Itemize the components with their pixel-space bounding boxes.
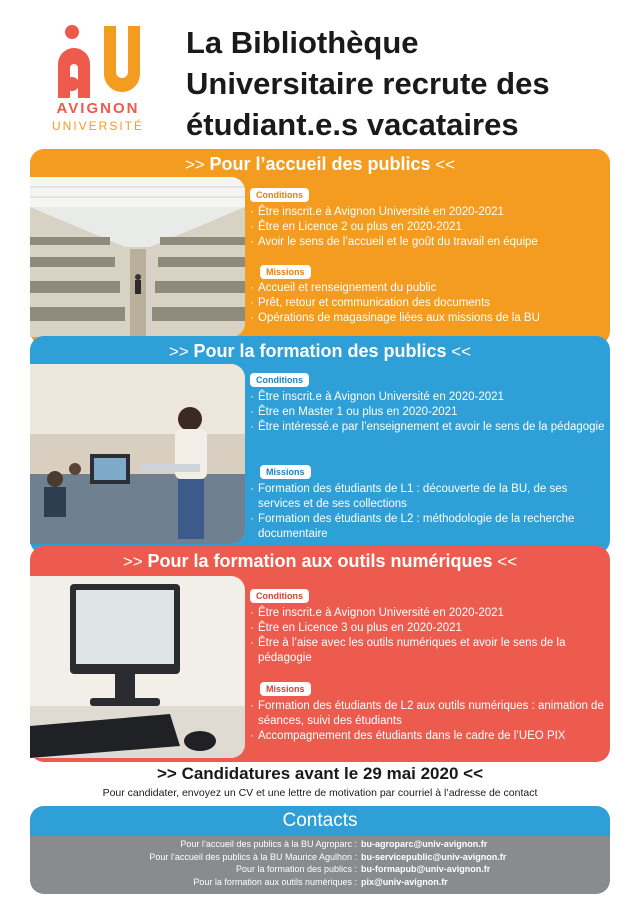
- list-item: · Accueil et renseignement du public: [250, 281, 605, 296]
- email-link[interactable]: bu-agroparc@univ-avignon.fr: [361, 839, 488, 849]
- library-photo: [30, 177, 245, 337]
- section-title: >> Pour la formation des publics <<: [168, 341, 472, 361]
- university-logo: [52, 24, 148, 103]
- list-item: · Avoir le sens de l’accueil et le goût du travail en équipe: [250, 235, 605, 250]
- section-outils-numeriques: [30, 546, 610, 762]
- deadline-text: >> Candidatures avant le 29 mai 2020 <<: [156, 764, 483, 783]
- section-title: >> Pour la formation aux outils numériques <<: [122, 551, 518, 571]
- title-line-2: Universitaire recrute des: [186, 66, 550, 101]
- missions-list: [250, 699, 605, 744]
- list-item: · Être intéressé.e par l’enseignement et avoir le sens de la pédagogie: [250, 420, 605, 435]
- conditions-badge: Conditions: [250, 373, 309, 387]
- contact-row: Pour la formation aux outils numériques : pix@univ-avignon.fr: [193, 876, 448, 887]
- list-item: · Formation des étudiants de L2 aux outils numériques : animation de séances, suivi des étudiants: [250, 699, 605, 729]
- contact-row: Pour la formation des publics : bu-formapub@univ-avignon.fr: [235, 864, 491, 874]
- missions-badge: Missions: [260, 265, 311, 279]
- section-accueil: [30, 149, 610, 345]
- logo-line-2: UNIVERSITÉ: [51, 119, 144, 133]
- list-item: · Être en Licence 3 ou plus en 2020-2021: [250, 621, 605, 636]
- list-item: · Être inscrit.e à Avignon Université en 2020-2021: [250, 390, 605, 405]
- contact-row: Pour l’accueil des publics à la BU Maurice Agulhon : bu-servicepublic@univ-avignon.fr: [149, 851, 507, 862]
- contacts-box: [30, 806, 610, 894]
- classroom-photo: [30, 364, 245, 544]
- missions-badge: Missions: [260, 682, 311, 696]
- contact-row: Pour l’accueil des publics à la BU Agroparc : bu-agroparc@univ-avignon.fr: [180, 839, 488, 849]
- list-item: · Formation des étudiants de L1 : découverte de la BU, de ses services et de ses collections: [250, 482, 605, 512]
- conditions-badge: Conditions: [250, 188, 309, 202]
- logo-line-1: AVIGNON: [56, 100, 140, 117]
- list-item: · Être à l’aise avec les outils numériques et avoir le sens de la pédagogie: [250, 636, 605, 666]
- list-item: · Prêt, retour et communication des documents: [250, 296, 605, 311]
- title-line-3: étudiant.e.s vacataires: [186, 107, 519, 142]
- section-title: >> Pour l’accueil des publics <<: [184, 154, 456, 174]
- title-line-1: La Bibliothèque: [186, 25, 419, 60]
- contacts-title: Contacts: [30, 806, 610, 836]
- list-item: · Être en Master 1 ou plus en 2020-2021: [250, 405, 605, 420]
- missions-list: [250, 482, 605, 542]
- list-item: · Accompagnement des étudiants dans le cadre de l’UEO PIX: [250, 729, 605, 744]
- email-link[interactable]: pix@univ-avignon.fr: [361, 876, 448, 887]
- page-title: [186, 22, 626, 145]
- section-formation-publics: [30, 336, 610, 554]
- conditions-list: [250, 606, 605, 666]
- list-item: · Être en Licence 2 ou plus en 2020-2021: [250, 220, 605, 235]
- list-item: · Être inscrit.e à Avignon Université en 2020-2021: [250, 606, 605, 621]
- apply-instructions: Pour candidater, envoyez un CV et une lettre de motivation par courriel à l’adresse de contact: [102, 787, 538, 799]
- computer-photo: [30, 576, 245, 758]
- email-link[interactable]: bu-formapub@univ-avignon.fr: [361, 864, 491, 874]
- contacts-list: [30, 838, 610, 888]
- list-item: · Opérations de magasinage liées aux missions de la BU: [250, 311, 605, 326]
- list-item: · Formation des étudiants de L2 : méthodologie de la recherche documentaire: [250, 512, 605, 542]
- list-item: · Être inscrit.e à Avignon Université en 2020-2021: [250, 205, 605, 220]
- missions-list: [250, 281, 605, 326]
- conditions-badge: Conditions: [250, 589, 309, 603]
- conditions-list: [250, 205, 605, 250]
- conditions-list: [250, 390, 605, 435]
- email-link[interactable]: bu-servicepublic@univ-avignon.fr: [361, 851, 507, 862]
- missions-badge: Missions: [260, 465, 311, 479]
